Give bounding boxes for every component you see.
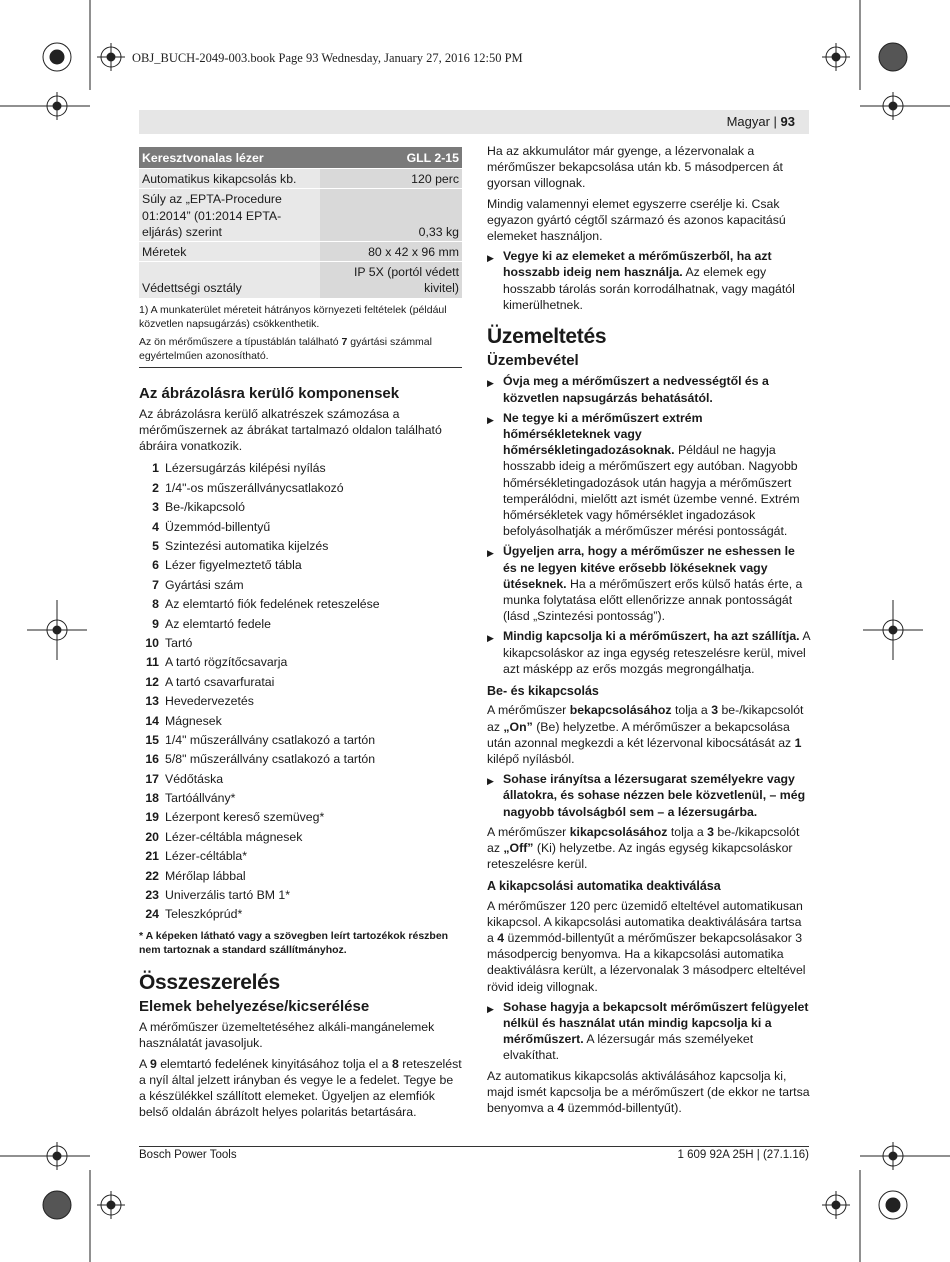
spec-key: Automatikus kikapcsolás kb.	[139, 169, 320, 189]
component-number: 5	[152, 539, 159, 553]
component-label: Szintezési automatika kijelzés	[165, 539, 329, 553]
component-item	[139, 460, 462, 479]
auto-off-reactivate-para: Az automatikus kikapcsolás aktiválásához kapcsolja ki, majd ismét kapcsolja be a mérőműszert (de ekkor ne tartsa benyomva a 4 üzemmód-billentyűt).	[487, 1068, 810, 1115]
battery-para-2: A 9 elemtartó fedelének kinyitásához tolja el a 8 reteszelést a nyíl által jelzett irányban és vegye le a fedelet. Tegye be a készülékkel szállított elemeket. Ügyeljen az elemfiók belső oldalán ábrázolt helyes polaritás betartására.	[139, 1056, 462, 1120]
component-number: 8	[152, 597, 159, 612]
component-number: 12	[145, 674, 159, 689]
arrow-bullet-icon: ▶	[487, 253, 494, 264]
component-item	[139, 480, 462, 499]
page-label: Magyar | 93	[726, 114, 795, 129]
battery-warning-para: Ha az akkumulátor már gyenge, a lézervonalak a mérőműszer bekapcsolása után kb. 5 másodpercen át gyorsan villognak.	[487, 144, 783, 191]
components-list	[139, 460, 462, 925]
bullet-temperature: ▶ Ne tegye ki a mérőműszert extrém hőmérsékleteknek vagy hőmérsékletingadozásoknak. Például ne hagyja hosszabb ideig a mérőműszert egy autóban. Nagyobb hőmérsékletingadozások után hagyja a mérőműszert temperálódni, mielőtt azt ismét üzembe venné. Extrém hőmérsékletek vagy hőmérséklet ingadozások befolyásolhatják a mérőműszer mérési pontosságát.	[487, 410, 800, 539]
battery-para-1: A mérőműszer üzemeltetéséhez alkáli-mangánelemek használatát javasoljuk.	[139, 1020, 435, 1051]
component-item	[139, 596, 462, 615]
component-number: 20	[145, 829, 159, 844]
arrow-bullet-icon: ▶	[487, 414, 494, 425]
component-item	[139, 771, 462, 790]
component-label: Mágnesek	[165, 713, 222, 728]
component-number: 7	[152, 577, 159, 592]
footer-rule	[139, 1146, 809, 1147]
component-label: Üzemmód-billentyű	[165, 519, 271, 534]
left-column	[139, 147, 462, 1124]
component-label: A tartó rögzítőcsavarja	[165, 655, 288, 670]
page-number: 93	[780, 114, 795, 129]
spec-footnote: 1) A munkaterület méreteit hátrányos környezeti feltételek (például közvetlen napsugárzás) csökkenthetik.	[139, 303, 447, 330]
component-number: 16	[145, 752, 159, 767]
bullet-transport: ▶ Mindig kapcsolja ki a mérőműszert, ha azt szállítja. A kikapcsoláskor az inga egység reteszelésre kerül, mivel azt másképp az erős mozgás megrongálhatja.	[487, 629, 810, 676]
arrow-bullet-icon: ▶	[487, 633, 494, 644]
component-label: 1/4" műszerállvány csatlakozó a tartón	[165, 732, 376, 747]
component-item	[139, 538, 462, 557]
auto-off-para: A mérőműszer 120 perc üzemidő elteltével automatikusan kikapcsol. A kikapcsolási automatika deaktiválására tartsa a 4 üzemmód-billentyűt a mérőműszer bekapcsolásakor 3 másodpercig benyomva. Ha a kikapcsolási automatika deaktiválásra került, a lézervonalak 3 másodperc elteltével rövid ideig villognak.	[487, 898, 806, 994]
component-label: Lézer-céltábla*	[165, 849, 248, 864]
component-number: 11	[146, 655, 159, 670]
right-column	[487, 143, 810, 1120]
component-number: 21	[145, 849, 159, 864]
spec-value: 120 perc	[320, 169, 462, 189]
arrow-bullet-icon: ▶	[487, 378, 494, 389]
spec-value: 0,33 kg	[320, 189, 462, 242]
component-item	[139, 906, 462, 925]
arrow-bullet-icon: ▶	[487, 776, 494, 787]
component-item	[139, 577, 462, 596]
component-label: Hevedervezetés	[165, 694, 254, 709]
component-item	[139, 654, 462, 673]
component-item	[139, 693, 462, 712]
component-item	[139, 674, 462, 693]
component-number: 4	[152, 519, 159, 534]
switch-on-para: A mérőműszer bekapcsolásához tolja a 3 be-/kikapcsolót az „On” (Be) helyzetbe. A mérőműszer a bekapcsolása után azonnal megkezdi a két lézervonal kibocsátását az 1 kilépő nyílásból.	[487, 703, 804, 766]
bullet-remove-batteries: ▶ Vegye ki az elemeket a mérőműszerből, ha azt hosszabb ideig nem használja. Az elemek egy hosszabb tárolás során korrodálhatnak, vagy magától kimerülhetnek.	[487, 249, 795, 312]
bullet-impact: ▶ Ügyeljen arra, hogy a mérőműszer ne eshessen le és ne legyen kitéve erősebb lökéseknek vagy ütéseknek. Ha a mérőműszert erős külső hatás érte, a munka folytatása előtt ellenőrizze annak pontosságát (lásd „Szintezési pontosság”).	[487, 544, 803, 624]
components-heading: Az ábrázolásra kerülő komponensek	[139, 384, 400, 402]
footer-doc-number: 1 609 92A 25H | (27.1.16)	[677, 1149, 809, 1161]
component-item	[139, 616, 462, 635]
component-label: Tartó	[165, 635, 193, 650]
component-label: Lézerpont kereső szemüveg*	[165, 810, 325, 825]
component-item	[139, 732, 462, 751]
arrow-bullet-icon: ▶	[487, 548, 494, 559]
component-label: Lézersugárzás kilépési nyílás	[165, 461, 326, 476]
component-number: 15	[145, 732, 159, 747]
component-label: Védőtáska	[165, 771, 224, 786]
serial-note: Az ön mérőműszere a típustáblán található 7 gyártási számmal egyértelműen azonosítható.	[139, 335, 462, 368]
component-label: Univerzális tartó BM 1*	[165, 888, 291, 903]
spec-header-name: Keresztvonalas lézer	[139, 147, 320, 169]
spec-key: Méretek	[139, 242, 320, 262]
onoff-heading: Be- és kikapcsolás	[487, 684, 599, 699]
component-label: Mérőlap lábbal	[165, 868, 246, 883]
bullet-unattended: ▶ Sohase hagyja a bekapcsolt mérőműszert felügyelet nélkül és használat után mindig kapcsolja ki a mérőműszert. A lézersugár más személyeket elvakíthat.	[487, 999, 809, 1063]
component-item	[139, 790, 462, 809]
bullet-moisture: ▶ Óvja meg a mérőműszert a nedvességtől és a közvetlen napsugárzás behatásától.	[487, 374, 769, 405]
bullet-laser-eyes: ▶ Sohase irányítsa a lézersugarat személyekre vagy állatokra, és sohase nézzen bele közvetlenül, – még nagyobb távolságból sem – a lézersugárba.	[487, 772, 806, 819]
component-label: Be-/kikapcsoló	[165, 500, 245, 515]
component-number: 18	[145, 791, 159, 806]
component-item	[139, 829, 462, 848]
components-intro: Az ábrázolásra kerülő alkatrészek számozása a mérőműszernek az ábrákat tartalmazó oldalon található ábráira vonatkozik.	[139, 406, 442, 454]
component-label: Lézer-céltábla mágnesek	[165, 829, 303, 844]
component-number: 9	[152, 616, 159, 631]
startup-heading: Üzembevétel	[487, 352, 579, 370]
print-header: OBJ_BUCH-2049-003.book Page 93 Wednesday, January 27, 2016 12:50 PM	[132, 51, 523, 65]
component-number: 2	[152, 480, 159, 495]
component-item	[139, 751, 462, 770]
component-label: Gyártási szám	[165, 577, 244, 592]
assembly-heading: Összeszerelés	[139, 970, 280, 994]
arrow-bullet-icon: ▶	[487, 1003, 494, 1014]
component-label: 1/4"-os műszerállványcsatlakozó	[165, 480, 344, 495]
component-number: 3	[152, 500, 159, 515]
accessory-note: * A képeken látható vagy a szövegben leírt tartozékok részben nem tartoznak a standard szállítmányhoz.	[139, 929, 449, 956]
component-item	[139, 887, 462, 906]
component-item	[139, 519, 462, 538]
component-item	[139, 848, 462, 867]
footer-brand: Bosch Power Tools	[139, 1149, 237, 1161]
component-item	[139, 868, 462, 887]
component-item	[139, 713, 462, 732]
component-number: 17	[145, 771, 159, 786]
component-label: Az elemtartó fiók fedelének reteszelése	[165, 597, 380, 612]
component-item	[139, 499, 462, 518]
component-item	[139, 635, 462, 654]
spec-table	[139, 147, 462, 299]
component-label: Az elemtartó fedele	[165, 616, 271, 631]
component-label: A tartó csavarfuratai	[165, 674, 275, 689]
switch-off-para: A mérőműszer kikapcsolásához tolja a 3 be-/kikapcsolót az „Off” (Ki) helyzetbe. Az ingás egység kikapcsoláskor reteszelésre kerül.	[487, 824, 800, 872]
spec-key: Súly az „EPTA-Procedure 01:2014” (01:2014 EPTA-eljárás) szerint	[139, 189, 320, 242]
battery-heading: Elemek behelyezése/kicserélése	[139, 998, 370, 1016]
component-item	[139, 809, 462, 828]
component-number: 23	[145, 888, 159, 903]
component-number: 1	[152, 461, 159, 476]
language-bar	[139, 110, 809, 134]
spec-header-model: GLL 2-15	[320, 147, 462, 169]
auto-off-heading: A kikapcsolási automatika deaktiválása	[487, 879, 721, 894]
component-label: 5/8" műszerállvány csatlakozó a tartón	[165, 752, 376, 767]
component-label: Tartóállvány*	[165, 791, 236, 806]
component-number: 14	[145, 713, 159, 728]
spec-value: 80 x 42 x 96 mm	[320, 242, 462, 262]
component-label: Lézer figyelmeztető tábla	[165, 558, 302, 573]
spec-key: Védettségi osztály	[139, 262, 320, 298]
spec-value: IP 5X (portól védett kivitel)	[320, 262, 462, 298]
component-label: Teleszkóprúd*	[165, 907, 243, 922]
component-number: 10	[145, 635, 159, 650]
battery-replace-para: Mindig valamennyi elemet egyszerre cserélje ki. Csak egyazon gyártó cégtől származó és azonos kapacitású elemeket használjon.	[487, 196, 786, 244]
component-number: 22	[145, 868, 159, 883]
component-number: 6	[152, 558, 159, 573]
component-item	[139, 557, 462, 576]
component-number: 13	[145, 694, 159, 709]
language-label: Magyar	[726, 114, 770, 129]
component-number: 24	[145, 907, 159, 922]
component-number: 19	[145, 810, 159, 825]
operation-heading: Üzemeltetés	[487, 325, 607, 349]
color-bar-mark-icon	[879, 43, 907, 71]
